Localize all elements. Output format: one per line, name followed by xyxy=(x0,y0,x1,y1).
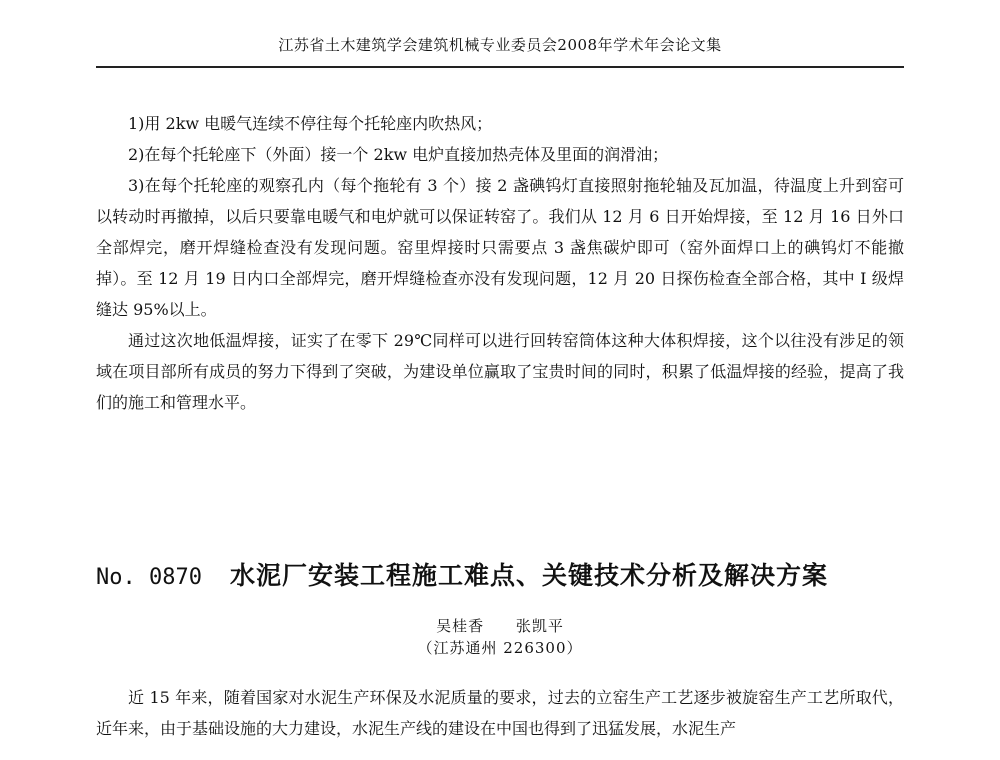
author-block xyxy=(0,615,1000,659)
paragraph-conclusion: 通过这次地低温焊接，证实了在零下 29℃同样可以进行回转窑筒体这种大体积焊接，这个以往没有涉足的领域在项目部所有成员的努力下得到了突破，为建设单位赢取了宝贵时间的同时，积累了低温焊接的经验，提高了我们的施工和管理水平。 xyxy=(96,331,904,412)
article-heading xyxy=(96,556,904,592)
paragraph-step-1: 1)用 2kw 电暖气连续不停往每个托轮座内吹热风； xyxy=(128,114,493,133)
header-rule xyxy=(96,66,904,68)
author-name: 吴桂香 xyxy=(436,617,485,635)
article-number: No. 0870 xyxy=(96,565,202,590)
running-header: 江苏省土木建筑学会建筑机械专业委员会2008年学术年会论文集 xyxy=(278,36,722,54)
article-title: 水泥厂安装工程施工难点、关键技术分析及解决方案 xyxy=(229,561,828,590)
paragraph-step-3: 3)在每个托轮座的观察孔内（每个拖轮有 3 个）接 2 盏碘钨灯直接照射拖轮轴及瓦加温，待温度上升到窑可以转动时再撤掉，以后只要靠电暖气和电炉就可以保证转窑了。我们从 12 月 6 日开始焊接，至 12 月 16 日外口全部焊完，磨开焊缝检查没有发现问题。窑里焊接时只需要点 3 盏焦碳炉即可（窑外面焊口上的碘钨灯不能撤掉）。至 12 月 19 日内口全部焊完，磨开焊缝检查亦没有发现问题，12 月 20 日探伤检查全部合格，其中 I 级焊缝达 95%以上。 xyxy=(96,176,904,319)
author-name: 张凯平 xyxy=(515,617,564,635)
article-body xyxy=(96,682,904,744)
paragraph-intro: 近 15 年来，随着国家对水泥生产环保及水泥质量的要求，过去的立窑生产工艺逐步被旋窑生产工艺所取代，近年来，由于基础设施的大力建设，水泥生产线的建设在中国也得到了迅猛发展，水泥生产 xyxy=(96,688,904,738)
previous-article-body xyxy=(96,108,904,418)
paragraph-step-2: 2)在每个托轮座下（外面）接一个 2kw 电炉直接加热壳体及里面的润滑油； xyxy=(128,145,669,164)
author-affiliation: （江苏通州 226300） xyxy=(417,639,583,657)
author-names xyxy=(0,615,1000,637)
